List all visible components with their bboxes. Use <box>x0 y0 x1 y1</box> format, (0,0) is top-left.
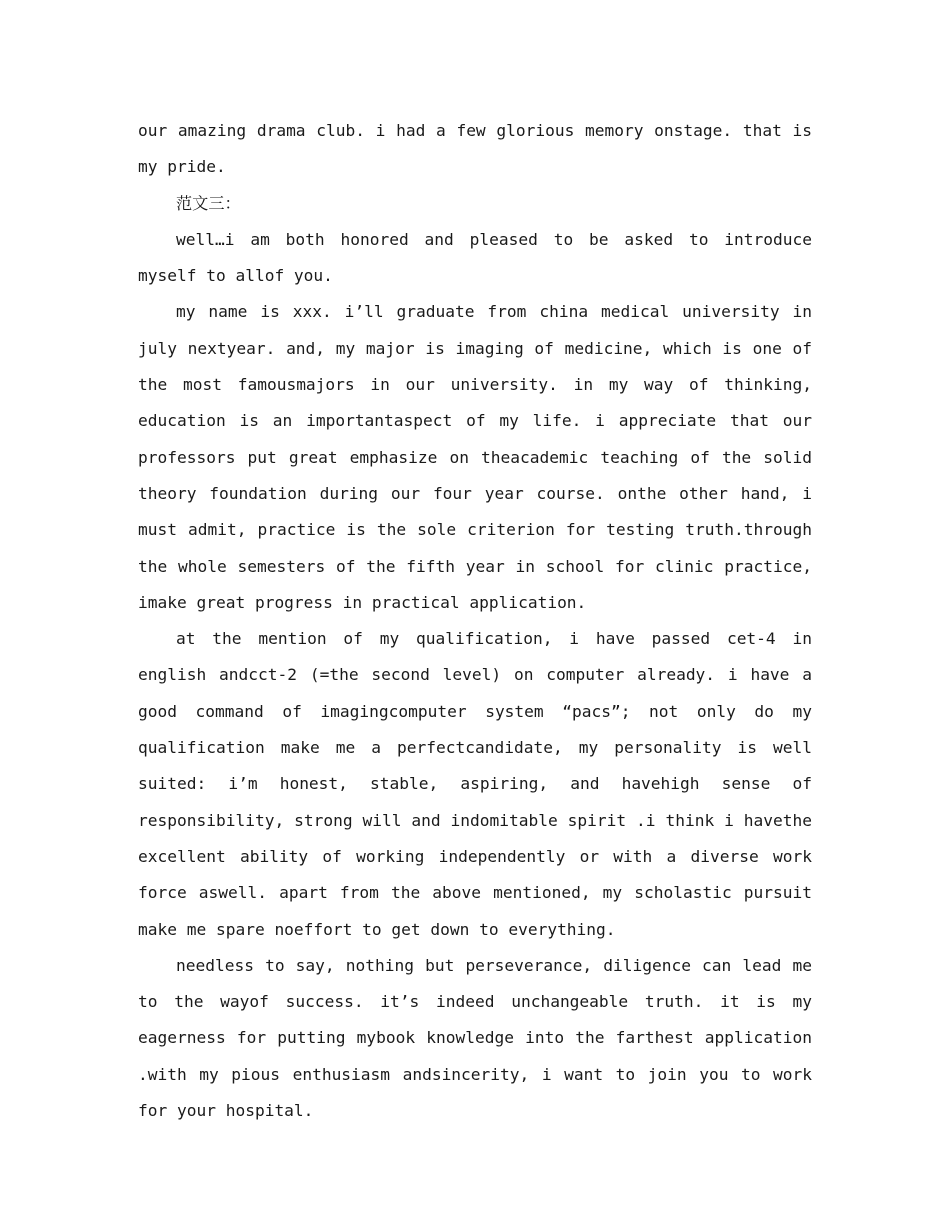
paragraph-qualification: at the mention of my qualification, i have passed cet-4 in english andcct-2 (=the second level) on computer already. i have a good command of imagingcomputer system “pacs”; not only do my qualification make me a perfectcandidate, my personality is well suited: i’m honest, stable, aspiring, and havehigh sense of responsibility, strong will and indomitable spirit .i think i havethe excellent ability of working independently or with a diverse work force aswell. apart from the above mentioned, my scholastic pursuit make me spare noeffort to get down to everything. <box>138 629 812 939</box>
paragraph-closing: needless to say, nothing but perseverance, diligence can lead me to the wayof success. it’s indeed unchangeable truth. it is my eagerness for putting mybook knowledge into the farthest application .with my pious enthusiasm andsincerity, i want to join you to work for your hospital. <box>138 955 812 1121</box>
paragraph-greeting: well…i am both honored and pleased to be asked to introduce myself to allof you. <box>138 229 812 286</box>
section-heading: 范文三： <box>176 193 241 213</box>
paragraph-continuation: our amazing drama club. i had a few glorious memory onstage. that is my pride. <box>138 121 812 177</box>
document-page <box>138 113 812 1129</box>
paragraph-education: my name is xxx. i’ll graduate from china medical university in july nextyear. and, my major is imaging of medicine, which is one of the most famousmajors in our university. in my way of thinking, education is an importantaspect of my life. i appreciate that our professors put great emphasize on theacademic teaching of the solid theory foundation during our four year course. onthe other hand, i must admit, practice is the sole criterion for testing truth.through the whole semesters of the fifth year in school for clinic practice, imake great progress in practical application. <box>138 302 812 612</box>
